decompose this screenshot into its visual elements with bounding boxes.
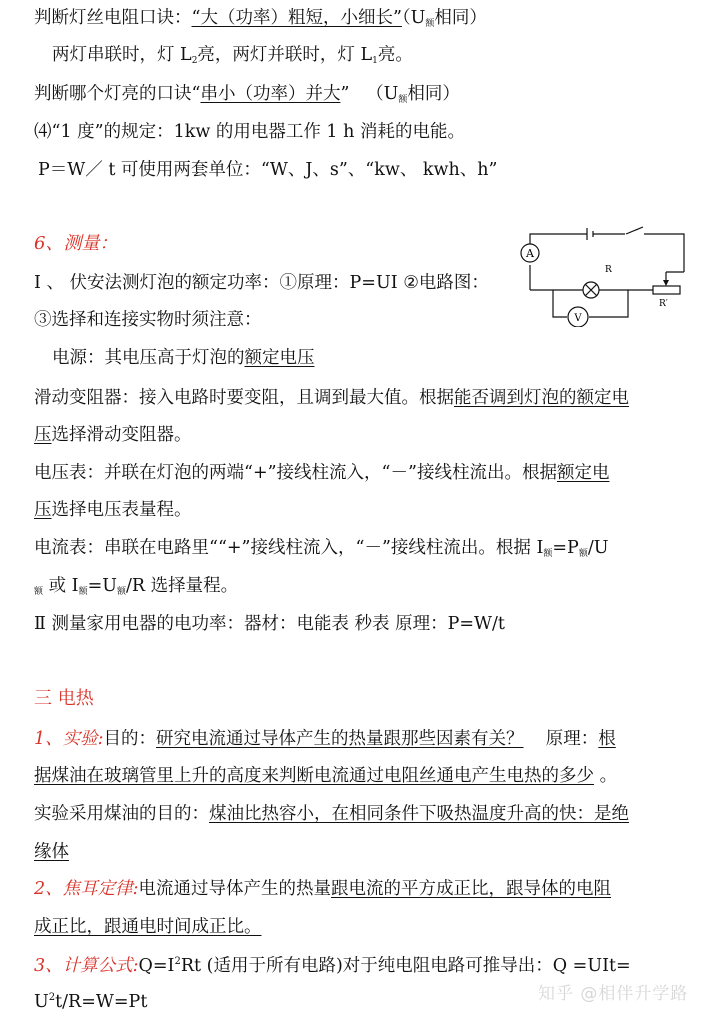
brightness-tip-tail: （U (366, 84, 399, 104)
voltammeter-method: Ⅰ 、 伏安法测灯泡的额定功率：①原理：P=UI ②电路图： (34, 273, 489, 293)
experiment-line-1 (34, 727, 616, 751)
ammeter-text: =U (87, 576, 117, 596)
experiment-label: 1、实验: (34, 729, 104, 749)
voltmeter-underlined: 压 (34, 500, 52, 520)
principle-label: 原理： (545, 729, 599, 749)
lamps-text: 亮，两灯并联时，灯 L (197, 45, 373, 65)
rheostat-label: R′ (659, 299, 668, 309)
principle-text: 根 (598, 729, 616, 749)
kwh-definition: ⑷“1 度”的规定：1kw 的用电器工作 1 h 消耗的电能。 (34, 122, 465, 142)
superscript: 2 (48, 992, 56, 1003)
ammeter-text: /U (587, 538, 609, 558)
formula-text: U (34, 992, 49, 1012)
voltmeter-underlined: 额定电 (556, 463, 610, 483)
rheostat-underlined: 能否调到灯泡的额定电 (454, 388, 629, 408)
formula-text: Rt (适用于所有电路)对于纯电阻电路可推导出：Q =UIt= (180, 956, 631, 976)
subscript: 额 (578, 549, 588, 559)
slider-arrow-icon (663, 280, 669, 286)
joule-law-line-2 (34, 915, 262, 939)
rheostat-tail: 选择滑动变阻器。 (51, 425, 192, 445)
resistance-tip-tail-close: 相同） (434, 8, 487, 28)
resistance-tip-line (34, 6, 487, 30)
joule-law-line-1 (34, 877, 611, 901)
principle-text: 据煤油在玻璃管里上升的高度来判断电流通过电阻丝通电产生电热的多少 (34, 766, 594, 786)
subscript: 额 (34, 587, 44, 597)
kerosene-reason: 缘体 (34, 842, 69, 862)
resistor-label: R (605, 265, 612, 275)
voltmeter-label: V (574, 313, 582, 324)
purpose-label: 目的： (103, 729, 157, 749)
power-units: P＝W／ t 可使用两套单位：“W、J、s”、“kw、 kwh、h” (38, 160, 498, 180)
resistance-tip-label: 判断灯丝电阻口诀： (34, 8, 192, 28)
power-source-line (52, 346, 315, 370)
voltmeter-tail: 选择电压表量程。 (51, 500, 192, 520)
kerosene-reason: 煤油比热容小，在相同条件下吸热温度升高的快：是绝 (209, 804, 629, 824)
quote-mark: ” (340, 84, 350, 104)
voltmeter-line-2 (34, 498, 192, 522)
rheostat-line-2 (34, 423, 192, 447)
joule-law-underlined: 跟电流的平方成正比，跟导体的电阻 (331, 879, 612, 899)
kerosene-line-1 (34, 802, 629, 826)
ammeter-label: A (526, 247, 534, 260)
watermark: 知乎 @相伴升学路 (538, 984, 689, 1004)
subscript: 额 (78, 587, 88, 597)
voltmeter-text: 电压表：并联在灯泡的两端“+”接线柱流入，“－”接线柱流出。根据 (34, 463, 557, 483)
formula-line-1 (34, 954, 631, 978)
ammeter-text: /R 选择量程。 (126, 576, 239, 596)
lamps-text: 亮。 (377, 45, 413, 65)
lamps-line (52, 43, 413, 67)
ammeter-text: =P (552, 538, 579, 558)
voltmeter-line-1 (34, 461, 609, 485)
power-source-text: 电源：其电压高于灯泡的 (52, 348, 245, 368)
experiment-line-2 (34, 764, 617, 788)
sentence-end: 。 (599, 766, 618, 786)
subscript: 额 (117, 587, 127, 597)
rheostat-text: 滑动变阻器：接入电路时要变阻，且调到最大值。根据 (34, 388, 454, 408)
subscript: 1 (372, 56, 378, 66)
heat-heading: 三 电热 (34, 688, 94, 709)
circuit-diagram (508, 222, 688, 327)
purpose-text: 研究电流通过导体产生的热量跟那些因素有关？ (156, 729, 524, 749)
ammeter-line-1 (34, 536, 609, 560)
formula-text: t/R=W=Pt (55, 992, 148, 1012)
subscript: 2 (191, 56, 198, 66)
formula-text: Q=I (138, 956, 175, 976)
notes-label: ③选择和连接实物时须注意： (34, 310, 262, 330)
subscript: 额 (398, 95, 408, 105)
measure-heading: 6、测量： (34, 233, 118, 254)
lamps-text: 两灯串联时，灯 L (52, 45, 192, 65)
ammeter-text: 电流表：串联在电路里““+”接线柱流入，“－”接线柱流出。根据 I (34, 538, 544, 558)
kerosene-line-2 (34, 840, 75, 864)
rheostat-underlined: 压 (34, 425, 52, 445)
brightness-tip-phrase: 串小（功率）并大 (200, 84, 341, 104)
brightness-tip-tail-close: 相同） (407, 84, 460, 104)
rheostat-line-1 (34, 386, 629, 410)
joule-law-text: 电流通过导体产生的热量 (138, 879, 332, 899)
rated-voltage-phrase: 额定电压 (244, 348, 315, 368)
brightness-tip-line (34, 82, 460, 106)
resistance-tip-tail: （U (401, 8, 426, 28)
formula-line-2 (34, 990, 147, 1014)
superscript: 2 (174, 956, 181, 967)
subscript: 额 (543, 549, 553, 559)
joule-law-label: 2、焦耳定律: (34, 879, 139, 899)
brightness-tip-label: 判断哪个灯亮的口诀“ (34, 84, 201, 104)
ammeter-text: 或 I (43, 576, 79, 596)
kerosene-label: 实验采用煤油的目的： (34, 804, 209, 824)
joule-law-underlined: 成正比，跟通电时间成正比。 (34, 917, 262, 937)
household-measurement: Ⅱ 测量家用电器的电功率：器材：电能表 秒表 原理：P=W/t (34, 614, 505, 634)
formula-label: 3、计算公式: (34, 956, 139, 976)
resistance-tip-phrase: “大（功率）粗短，小细长” (191, 8, 402, 28)
subscript: 额 (425, 19, 435, 29)
ammeter-line-2 (34, 574, 238, 598)
